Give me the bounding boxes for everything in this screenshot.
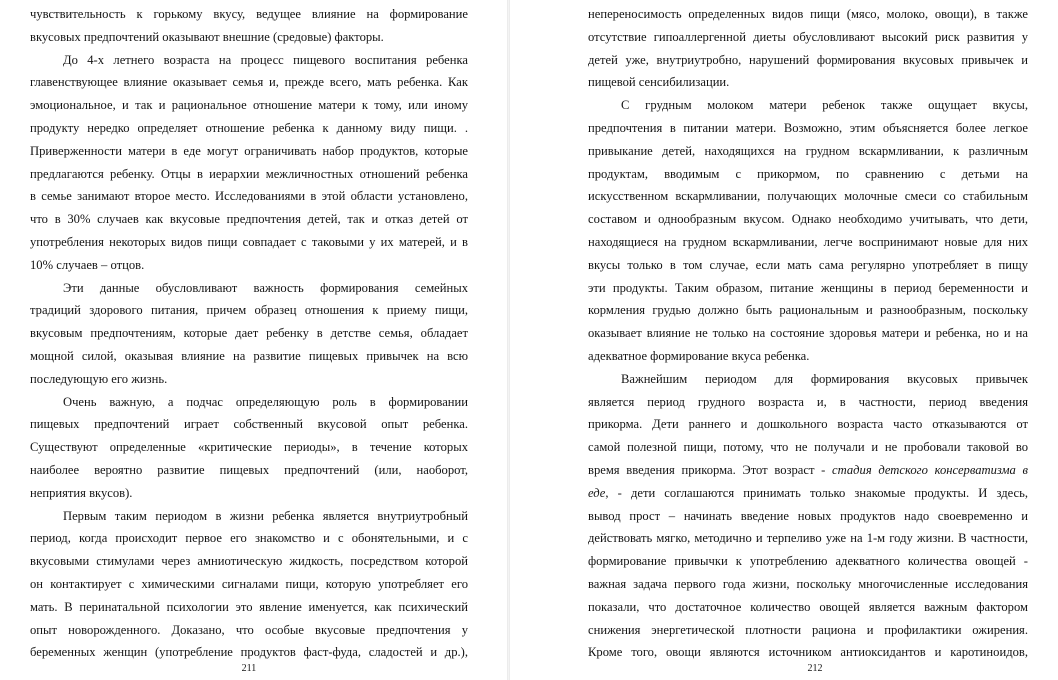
line-text: вкусовым предпочтениям, которые дает ребенку в детстве семья, обладает [30,326,468,341]
line-text: продукту нередко определяет отношение ребенка к данному виду пищи. . [30,120,468,135]
line-text: вкусовыми стимулами через амниотическую жидкость, посредством которой [30,554,468,569]
right-page-text [588,3,1028,664]
line-text: вывод прост – начинать введение новых продуктов надо своевременно и [588,508,1028,523]
text-line [30,231,468,254]
text-line [30,550,468,573]
line-text: находящиеся на грудном вскармливании, легче воспринимают новые для них [588,234,1028,249]
line-text: неприятия вкусов). [30,485,133,500]
line-text: Важнейшим периодом для формирования вкусовых привычек [621,371,1028,386]
line-text: 10% случаев – отцов. [30,257,145,272]
left-page-text [30,3,468,664]
line-text: продуктам, вводимым с прикормом, по сравнению с детьми на [588,166,1028,181]
text-line [588,482,1028,505]
line-text: снижения энергетической плотности рациона и профилактики ожирения. [588,622,1028,637]
text-line [30,208,468,231]
line-text: адекватное формирование вкуса ребенка. [588,348,810,363]
text-line [30,185,468,208]
right-page [510,0,1058,680]
line-text: оказывает влияние не только на состояние здоровья матери и ребенка, но и на [588,326,1028,341]
right-page-number: 212 [807,663,823,674]
line-text: последующую его жизнь. [30,371,168,386]
text-line [30,3,468,26]
line-text: До 4-х летнего возраста на процесс пищевого воспитания ребенка [63,52,468,67]
text-line [588,3,1028,26]
text-line [588,208,1028,231]
text-line [30,140,468,163]
left-page-number: 211 [241,663,257,674]
line-text: время введения прикорма. Этот возраст - [588,462,826,477]
line-text: мать. В перинатальной психологии это явление именуется, как психический [30,599,468,614]
text-line [588,436,1028,459]
line-text: пищевых предпочтений играет собственный вкусовой опыт ребенка. [30,417,468,432]
text-line [588,185,1028,208]
text-line [30,94,468,117]
line-text: отсутствие гипоаллергенной диеты обусловливают высокий риск развития у [588,29,1028,44]
text-line [30,163,468,186]
text-line [30,345,468,368]
line-text: Очень важную, а подчас определяющую роль в формировании [63,394,468,409]
line-text: он контактирует с химическими сигналами пищи, которую употребляет его [30,576,468,591]
line-text: Первым таким периодом в жизни ребенка является внутриутробный [63,508,468,523]
text-line [588,49,1028,72]
text-line [30,459,468,482]
text-line [588,573,1028,596]
text-line [30,49,468,72]
text-line [588,277,1028,300]
line-text: мощной силой, оказывая влияние на развитие пищевых привычек на всю [30,348,468,363]
text-line [30,391,468,414]
line-text: предпочтения в питании матери. Возможно, этим объясняется более легкое [588,120,1028,135]
text-line [588,619,1028,642]
line-text: действовать мягко, методично и терпеливо уже на 1-м году жизни. В частности, [588,531,1028,546]
text-line [30,117,468,140]
line-text: употребления некоторых видов пищи совпадает с таковыми у их матерей, и в [30,234,468,249]
line-text: главенствующее влияние оказывает семья и, прежде всего, мать ребенка. Как [30,75,468,90]
line-text: формирование привычки к употреблению адекватного количества овощей - [588,554,1028,569]
line-text: в семье занимают второе место. Исследованиями в этой области установлено, [30,189,468,204]
text-line [30,641,468,664]
line-text: привыкание детей, находящихся на грудном вскармливании, к различным [588,143,1028,158]
text-line [588,231,1028,254]
italic-text: еде [588,485,606,500]
text-line [588,71,1028,94]
text-line [30,413,468,436]
text-line [30,277,468,300]
line-text: эмоциональное, и так и рациональное отношение матери к тому, или иному [30,98,468,113]
text-line [588,413,1028,436]
text-line [30,254,468,277]
line-text: показали, что достаточное количество овощей является важным фактором [588,599,1028,614]
text-line [588,391,1028,414]
text-line [30,505,468,528]
text-line [588,459,1028,482]
text-line [588,117,1028,140]
line-text: вкусовых предпочтений оказывают внешние (средовые) факторы. [30,29,384,44]
text-line [588,26,1028,49]
line-text: Существуют определенные «критические периоды», в течение которых [30,440,468,455]
text-line [30,322,468,345]
line-text: вкусы только в том случае, если мать сама регулярно употребляет в пищу [588,257,1028,272]
left-page [0,0,507,680]
line-text: прикорма. Дети раннего и дошкольного возраста часто отказываются от [588,417,1028,432]
line-text: опыт новорожденного. Доказано, что особые вкусовые предпочтения у [30,622,468,637]
line-text: что в 30% случаев как вкусовые предпочтения детей, так и отказ детей от [30,212,468,227]
text-line [30,26,468,49]
line-text: предлагаются ребенку. Отцы в иерархии межличностных отношений ребенка [30,166,468,181]
line-text: важная задача первого года жизни, поскольку многочисленные исследования [588,576,1028,591]
line-text: кормления грудью должно быть рациональным и разнообразным, поскольку [588,303,1028,318]
line-text: Кроме того, овощи являются источником антиоксидантов и каротиноидов, [588,645,1028,660]
text-line [30,482,468,505]
line-text: наиболее вероятно развитие пищевых предпочтений (или, наоборот, [30,462,468,477]
text-line [588,527,1028,550]
italic-text: стадия детского консерватизма в [825,462,1028,477]
text-line [588,641,1028,664]
line-text: является период грудного возраста и, в частности, период введения [588,394,1028,409]
text-line [30,573,468,596]
text-line [588,550,1028,573]
text-line [588,322,1028,345]
text-line [588,299,1028,322]
text-line [588,596,1028,619]
line-text: чувствительность к горькому вкусу, ведущее влияние на формирование [30,7,468,21]
text-line [30,299,468,322]
line-text: беременных женщин (употребление продуктов фаст-фуда, сладостей и др.), [30,645,468,660]
text-line [588,345,1028,368]
line-text: эти продукты. Таким образом, питание женщины в период беременности и [588,280,1028,295]
text-line [588,94,1028,117]
text-line [30,527,468,550]
text-line [588,140,1028,163]
text-line [588,254,1028,277]
line-text: С грудным молоком матери ребенок также ощущает вкусы, [621,98,1028,113]
text-line [588,505,1028,528]
text-line [30,596,468,619]
text-line [30,368,468,391]
text-line [588,368,1028,391]
line-text: Приверженности матери в еде могут ограничивать набор продуктов, которые [30,143,468,158]
text-line [30,619,468,642]
line-text: непереносимость определенных видов пищи (мясо, молоко, овощи), в также [588,7,1028,21]
line-text: детей уже, внутриутробно, нарушений формирования вкусовых привычек и [588,52,1028,67]
line-text: самой полезной пищи, потому, что не получали и не пробовали таковой во [588,440,1028,455]
line-text: период, когда происходит первое его знакомство и с обонятельными, и с [30,531,468,546]
text-line [588,163,1028,186]
text-line [30,436,468,459]
line-text: Эти данные обусловливают важность формирования семейных [63,280,468,295]
line-text: составом и однообразным вкусом. Однако необходимо учитывать, что дети, [588,212,1028,227]
line-text: традиций здорового питания, причем образец отношения к приему пищи, [30,303,468,318]
text-line [30,71,468,94]
line-text: искусственном вскармливании, получающих молочные смеси со стабильным [588,189,1028,204]
line-text: пищевой сенсибилизации. [588,75,730,90]
line-text: , - дети соглашаются принимать только знакомые продукты. И здесь, [605,485,1028,500]
